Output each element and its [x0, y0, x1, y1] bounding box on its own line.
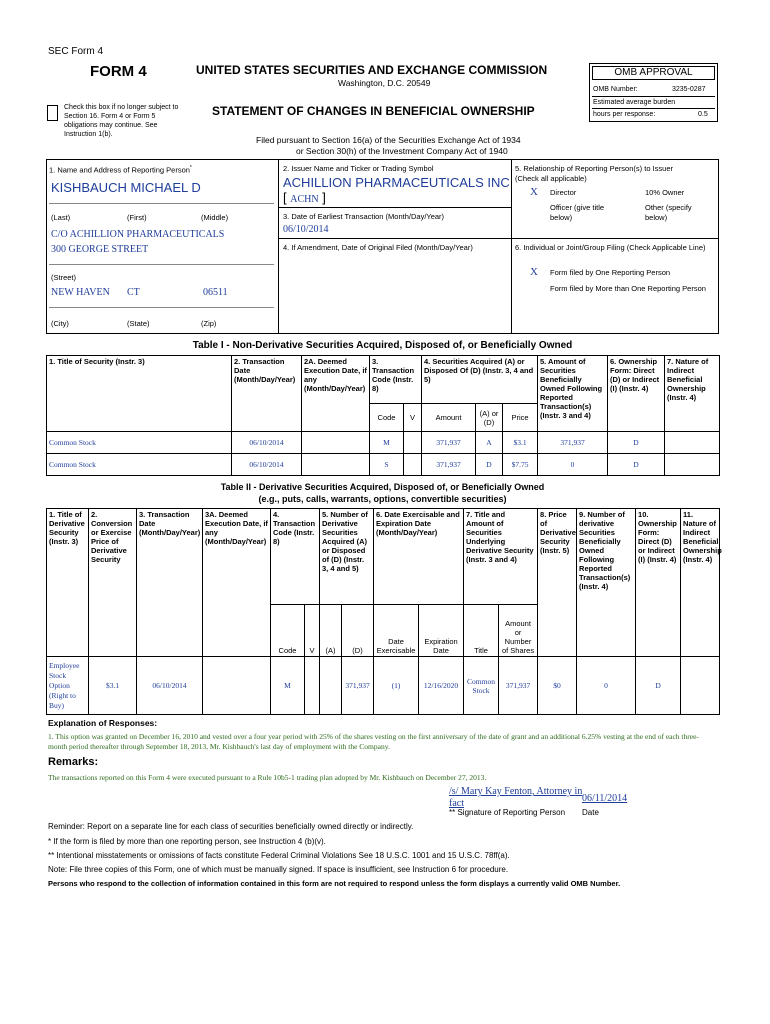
t2-r1-price: $0 [538, 657, 577, 715]
t2-r1-conversion: $3.1 [89, 657, 137, 715]
box5-label: 5. Relationship of Reporting Person(s) to Issuer [515, 164, 673, 173]
explanation-label: Explanation of Responses: [48, 718, 158, 728]
t2-code-header: Code [271, 605, 305, 657]
earliest-transaction-date: 06/10/2014 [283, 224, 329, 235]
t1-r1-code: M [370, 432, 404, 454]
other-label: Other (specify below) [645, 203, 692, 222]
first-label: (First) [127, 213, 147, 222]
address-line-1: C/O ACHILLION PHARMACEUTICALS [51, 229, 225, 240]
explanation-text: 1. This option was granted on December 16, 2010 and vested over a four year period with 25% of the shares vesting on the first anniversary of the date of grant and an additional 6.25% vesting at the end of each three-month period thereafter through September 18, 2013, Mr. Kishbauch's last day of employment with the Company. [48, 732, 699, 751]
remarks-text: The transactions reported on this Form 4 were executed pursuant to a Rule 10b5-1 trading plan adopted by Mr. Kishbauch on December 27, 2013. [48, 773, 487, 782]
director-label: Director [550, 188, 577, 197]
omb-burden-label: Estimated average burden [593, 99, 676, 106]
date-label: Date [582, 808, 599, 817]
issuer-ticker: [ ACHN ] [283, 190, 326, 205]
one-person-mark[interactable]: X [530, 266, 538, 278]
zip-label: (Zip) [201, 319, 217, 328]
t2-r1-owned: 0 [577, 657, 636, 715]
table-row [47, 432, 720, 454]
box3-label: 3. Date of Earliest Transaction (Month/Day/Year) [283, 212, 445, 221]
t2-r1-code: M [271, 657, 305, 715]
t1-col-title: 1. Title of Security (Instr. 3) [47, 356, 232, 432]
state-value: CT [127, 287, 140, 298]
table2-title [46, 481, 719, 505]
t1-r1-title: Common Stock [47, 432, 232, 454]
t1-r2-ad: D [476, 454, 503, 476]
t2-col-owned: 9. Number of derivative Securities Beneficially Owned Following Reported Transaction(s) (Instr. 4) [577, 509, 636, 657]
address-line-2: 300 GEORGE STREET [51, 244, 149, 255]
sec-form-label: SEC Form 4 [48, 46, 104, 57]
t1-col-form: 6. Ownership Form: Direct (D) or Indirect (I) (Instr. 4) [608, 356, 665, 432]
middle-label: (Middle) [201, 213, 229, 222]
t2-col-nature: 11. Nature of Indirect Beneficial Ownership (Instr. 4) [681, 509, 720, 657]
t2-r1-nature [681, 657, 720, 715]
statement-title: STATEMENT OF CHANGES IN BENEFICIAL OWNERSHIP [212, 104, 535, 118]
omb-number-label: OMB Number: [593, 86, 638, 93]
t2-r1-date: 06/10/2014 [137, 657, 203, 715]
t1-ad-header: (A) or (D) [476, 404, 503, 432]
t1-r2-date: 06/10/2014 [232, 454, 302, 476]
one-person-label: Form filed by One Reporting Person [550, 268, 671, 277]
t2-r1-title: Employee Stock Option (Right to Buy) [47, 657, 89, 715]
t2-col-price: 8. Price of Derivative Security (Instr. 5) [538, 509, 577, 657]
box4-label: 4. If Amendment, Date of Original Filed (Month/Day/Year) [283, 243, 473, 252]
footnote-4: Persons who respond to the collection of information contained in this form are not required to respond unless the form displays a currently valid OMB Number. [48, 879, 621, 888]
table1-title: Table I - Non-Derivative Securities Acquired, Disposed of, or Beneficially Owned [192, 340, 573, 351]
t2-r1-v [305, 657, 320, 715]
t1-r1-ad: A [476, 432, 503, 454]
t1-col-deemed: 2A. Deemed Execution Date, if any (Month/Day/Year) [302, 356, 370, 432]
t1-col-code: 3. Transaction Code (Instr. 8) [370, 356, 422, 404]
t2-col-form: 10. Ownership Form: Direct (D) or Indirect (I) (Instr. 4) [636, 509, 681, 657]
t2-a-header: (A) [320, 605, 342, 657]
t2-r1-form: D [636, 657, 681, 715]
t1-r2-code: S [370, 454, 404, 476]
t2-r1-deemed [203, 657, 271, 715]
city-value: NEW HAVEN [51, 287, 110, 298]
zip-value: 06511 [203, 287, 228, 298]
t1-r1-v [404, 432, 422, 454]
t2-col-underlying: 7. Title and Amount of Securities Underlying Derivative Security (Instr. 3 and 4) [464, 509, 538, 605]
t1-col-owned: 5. Amount of Securities Beneficially Owned Following Reported Transaction(s) (Instr. 3 and 4) [538, 356, 608, 432]
director-mark[interactable]: X [530, 186, 538, 198]
t1-r2-deemed [302, 454, 370, 476]
multiple-persons-label: Form filed by More than One Reporting Person [550, 284, 706, 293]
t2-col-deemed: 3A. Deemed Execution Date, if any (Month/Day/Year) [203, 509, 271, 657]
omb-title: OMB APPROVAL [614, 67, 693, 78]
box1-label: 1. Name and Address of Reporting Person* [49, 165, 192, 175]
t1-amount-header: Amount [422, 404, 476, 432]
footnote-2: ** Intentional misstatements or omissions of facts constitute Federal Criminal Violations See 18 U.S.C. 1001 and 15 U.S.C. 78ff(a). [48, 851, 510, 860]
box6-label: 6. Individual or Joint/Group Filing (Check Applicable Line) [515, 243, 706, 252]
derivative-table [46, 508, 720, 715]
footnote-3: Note: File three copies of this Form, one of which must be manually signed. If space is insufficient, see Instruction 6 for procedure. [48, 865, 509, 874]
t1-code-header: Code [370, 404, 404, 432]
t2-date-ex-header: Date Exercisable [374, 605, 419, 657]
filed-pursuant-1: Filed pursuant to Section 16(a) of the Securities Exchange Act of 1934 [256, 135, 521, 145]
omb-number-value: 3235-0287 [672, 86, 706, 93]
t1-col-date: 2. Transaction Date (Month/Day/Year) [232, 356, 302, 432]
commission-title: UNITED STATES SECURITIES AND EXCHANGE COMMISSION [196, 63, 548, 77]
t2-r1-exercisable: (1) [374, 657, 419, 715]
t2-amount-header: Amount or Number of Shares [499, 605, 538, 657]
t2-r1-underlying-title: Common Stock [464, 657, 499, 715]
officer-label: Officer (give title below) [550, 203, 605, 222]
t1-r2-nature [665, 454, 720, 476]
signature-date: 06/11/2014 [582, 793, 628, 804]
t1-r1-nature [665, 432, 720, 454]
t2-col-code: 4. Transaction Code (Instr. 8) [271, 509, 320, 605]
city-label: (City) [51, 319, 69, 328]
last-label: (Last) [51, 213, 71, 222]
state-label: (State) [127, 319, 150, 328]
t1-r2-amount: 371,937 [422, 454, 476, 476]
signature: /s/ Mary Kay Fenton, Attorney in fact [449, 786, 583, 809]
box5-sublabel: (Check all applicable) [515, 174, 587, 183]
t2-col-date: 3. Transaction Date (Month/Day/Year) [137, 509, 203, 657]
t1-r1-price: $3.1 [503, 432, 538, 454]
street-label: (Street) [51, 273, 77, 282]
t2-title-header: Title [464, 605, 499, 657]
omb-hours-label: hours per response: [593, 111, 656, 118]
reminder-text: Reminder: Report on a separate line for each class of securities beneficially owned directly or indirectly. [48, 822, 414, 831]
t1-r2-form: D [608, 454, 665, 476]
t1-r2-v [404, 454, 422, 476]
t2-r1-expiration: 12/16/2020 [419, 657, 464, 715]
t2-r1-underlying-amount: 371,937 [499, 657, 538, 715]
box2-label: 2. Issuer Name and Ticker or Trading Symbol [283, 164, 434, 173]
t1-r1-date: 06/10/2014 [232, 432, 302, 454]
table-row [47, 454, 720, 476]
t2-col-number: 5. Number of Derivative Securities Acquired (A) or Disposed of (D) (Instr. 3, 4 and 5) [320, 509, 374, 605]
t1-r2-price: $7.75 [503, 454, 538, 476]
non-derivative-table [46, 355, 720, 476]
t1-r1-deemed [302, 432, 370, 454]
filed-pursuant-2: or Section 30(h) of the Investment Company Act of 1940 [296, 146, 508, 156]
t1-r1-amount: 371,937 [422, 432, 476, 454]
t2-v-header: V [305, 605, 320, 657]
ten-percent-owner-label: 10% Owner [645, 188, 685, 197]
table2-title-line1: Table II - Derivative Securities Acquired, Disposed of, or Beneficially Owned [220, 482, 545, 492]
t1-r1-owned: 371,937 [538, 432, 608, 454]
no-longer-subject-checkbox[interactable] [47, 105, 58, 121]
issuer-name: ACHILLION PHARMACEUTICALS INC [283, 175, 510, 190]
remarks-heading: Remarks: [48, 756, 99, 768]
form-title: FORM 4 [90, 63, 147, 80]
t1-col-nature: 7. Nature of Indirect Beneficial Ownership (Instr. 4) [665, 356, 720, 432]
t1-r2-title: Common Stock [47, 454, 232, 476]
t1-col-acquired: 4. Securities Acquired (A) or Disposed Of (D) (Instr. 3, 4 and 5) [422, 356, 538, 404]
t2-r1-a [320, 657, 342, 715]
t2-col-conversion: 2. Conversion or Exercise Price of Derivative Security [89, 509, 137, 657]
t2-r1-d: 371,937 [342, 657, 374, 715]
table2-title-line2: (e.g., puts, calls, warrants, options, convertible securities) [258, 494, 507, 504]
table-row [47, 657, 720, 715]
commission-location: Washington, D.C. 20549 [338, 78, 431, 88]
reporting-person-name: KISHBAUCH MICHAEL D [51, 180, 201, 195]
t1-r2-owned: 0 [538, 454, 608, 476]
omb-hours-value: 0.5 [698, 111, 708, 118]
checkbox-text: Check this box if no longer subject to Section 16. Form 4 or Form 5 obligations may continue. See Instruction 1(b). [64, 104, 179, 138]
t2-col-exercisable: 6. Date Exercisable and Expiration Date (Month/Day/Year) [374, 509, 464, 605]
t1-v-header: V [404, 404, 422, 432]
t2-col-title: 1. Title of Derivative Security (Instr. 3) [47, 509, 89, 657]
t1-r1-form: D [608, 432, 665, 454]
footnote-1: * If the form is filed by more than one reporting person, see Instruction 4 (b)(v). [48, 837, 326, 846]
signature-label: ** Signature of Reporting Person [449, 808, 566, 817]
t2-d-header: (D) [342, 605, 374, 657]
t1-price-header: Price [503, 404, 538, 432]
t2-exp-header: Expiration Date [419, 605, 464, 657]
